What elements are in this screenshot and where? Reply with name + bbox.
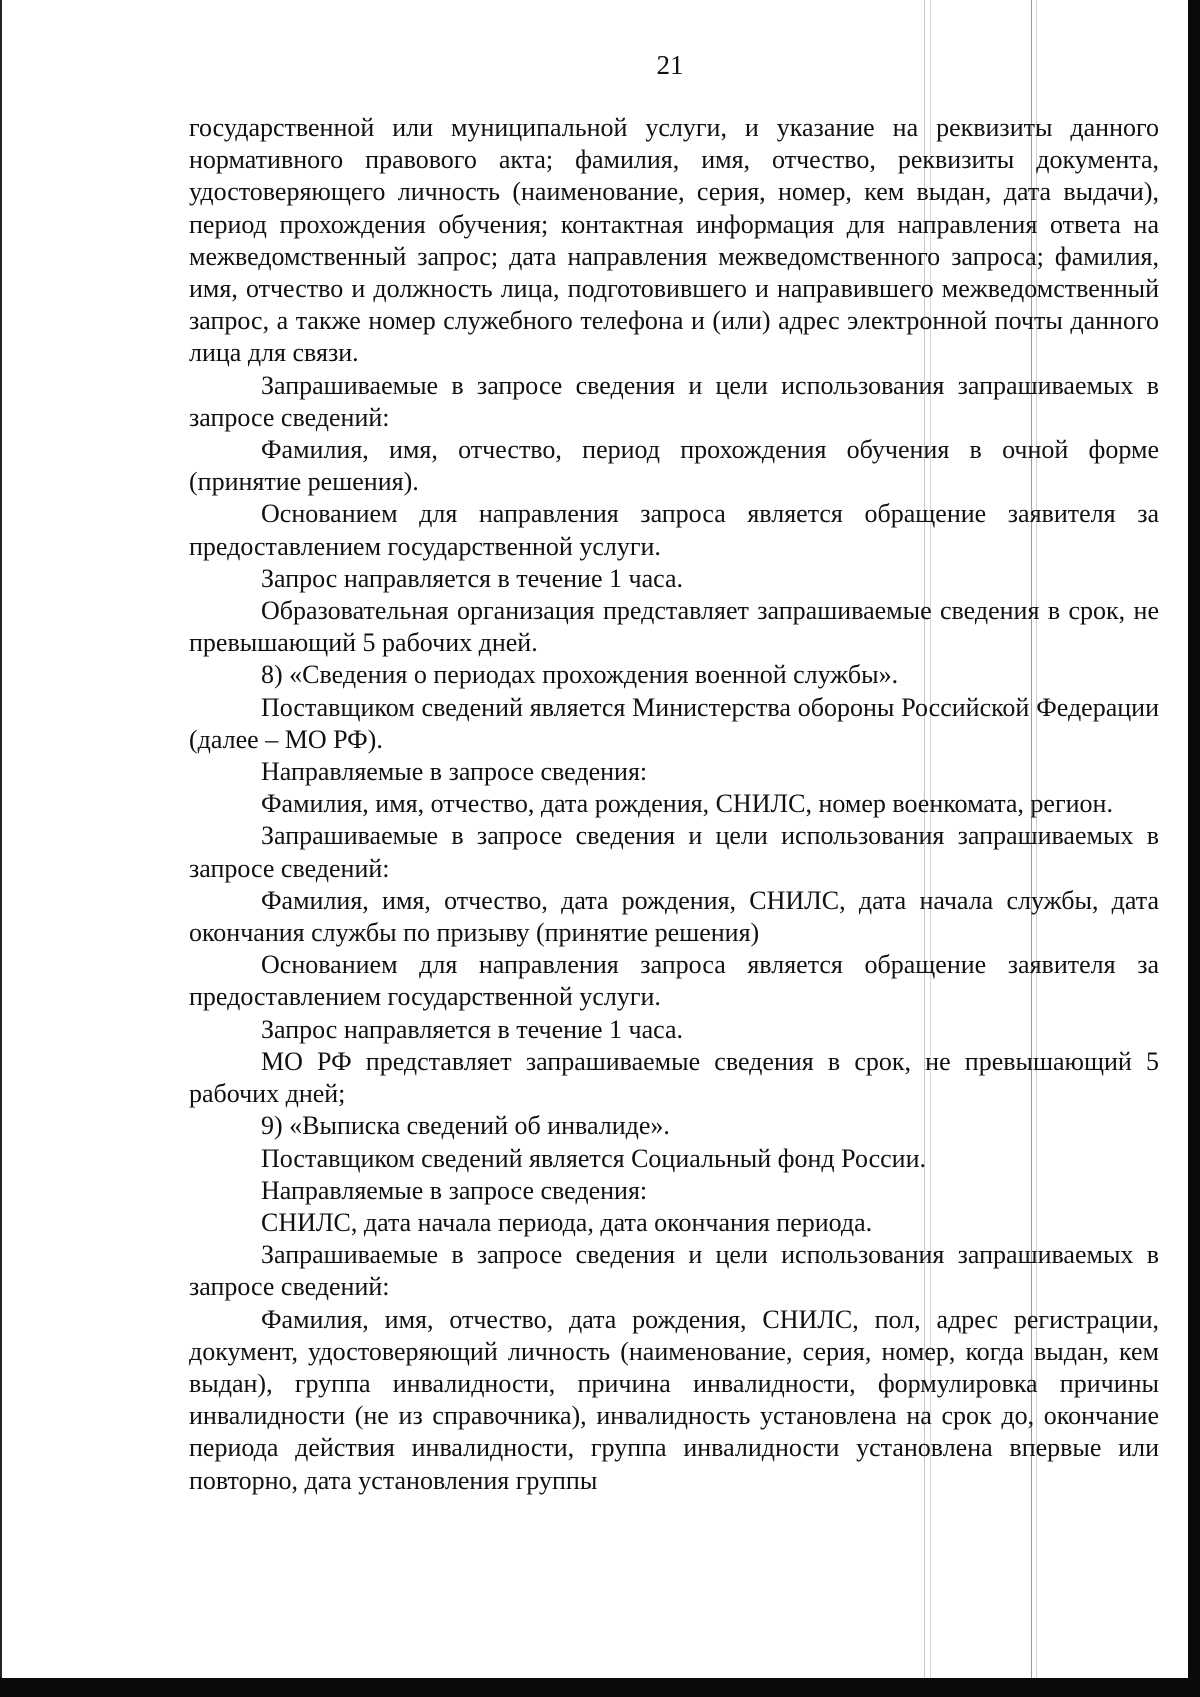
document-body bbox=[189, 112, 1159, 1497]
scan-border-left bbox=[0, 0, 2, 1697]
paragraph: Запрос направляется в течение 1 часа. bbox=[261, 563, 684, 593]
paragraph: Поставщиком сведений является Социальный фонд России. bbox=[261, 1143, 927, 1173]
paragraph: Фамилия, имя, отчество, дата рождения, СНИЛС, номер военкомата, регион. bbox=[261, 789, 1113, 819]
paragraph: Основанием для направления запроса является обращение заявителя за предоставлением государственной услуги. bbox=[189, 950, 1159, 1012]
list-item-heading: 8) «Сведения о периодах прохождения военной службы». bbox=[261, 660, 899, 690]
paragraph: Направляемые в запросе сведения: bbox=[261, 1175, 648, 1205]
paragraph: Образовательная организация представляет запрашиваемые сведения в срок, не превышающий 5 рабочих дней. bbox=[189, 596, 1159, 658]
paragraph: государственной или муниципальной услуги, и указание на реквизиты данного нормативного правового акта; фамилия, имя, отчество, реквизиты документа, удостоверяющего личность (наименование, серия, номер, кем выдан, дата выдачи), период прохождения обучения; контактная информация для направления ответа на межведомственный запрос; дата направления межведомственного запроса; фамилия, имя, отчество и должность лица, подготовившего и направившего межведомственный запрос, а также номер служебного телефона и (или) адрес электронной почты данного лица для связи. bbox=[189, 113, 1159, 368]
paragraph: Фамилия, имя, отчество, дата рождения, СНИЛС, пол, адрес регистрации, документ, удостоверяющий личность (наименование, серия, номер, когда выдан, кем выдан), группа инвалидности, причина инвалидности, формулировка причины инвалидности (не из справочника), инвалидность установлена на срок до, окончание периода действия инвалидности, группа инвалидности установлена впервые или повторно, дата установления группы bbox=[189, 1304, 1159, 1495]
scan-border-right bbox=[1188, 0, 1200, 1697]
paragraph: Запрашиваемые в запросе сведения и цели использования запрашиваемых в запросе сведений: bbox=[189, 1240, 1159, 1302]
list-item-heading: 9) «Выписка сведений об инвалиде». bbox=[261, 1111, 670, 1141]
paragraph: Запрос направляется в течение 1 часа. bbox=[261, 1014, 684, 1044]
paragraph: Запрашиваемые в запросе сведения и цели использования запрашиваемых в запросе сведений: bbox=[189, 821, 1159, 883]
paragraph: Фамилия, имя, отчество, период прохождения обучения в очной форме (принятие решения). bbox=[189, 435, 1159, 497]
scan-border-bottom bbox=[0, 1678, 1200, 1697]
page-number: 21 bbox=[656, 50, 684, 80]
paragraph: Поставщиком сведений является Министерства обороны Российской Федерации (далее – МО РФ). bbox=[189, 692, 1159, 754]
paragraph: Фамилия, имя, отчество, дата рождения, СНИЛС, дата начала службы, дата окончания службы по призыву (принятие решения) bbox=[189, 885, 1159, 948]
paragraph: Основанием для направления запроса является обращение заявителя за предоставлением государственной услуги. bbox=[189, 499, 1159, 561]
paragraph: СНИЛС, дата начала периода, дата окончания периода. bbox=[261, 1207, 873, 1237]
paragraph: Запрашиваемые в запросе сведения и цели использования запрашиваемых в запросе сведений: bbox=[189, 370, 1159, 432]
paragraph: МО РФ представляет запрашиваемые сведения в срок, не превышающий 5 рабочих дней; bbox=[189, 1046, 1159, 1109]
paragraph: Направляемые в запросе сведения: bbox=[261, 757, 648, 787]
